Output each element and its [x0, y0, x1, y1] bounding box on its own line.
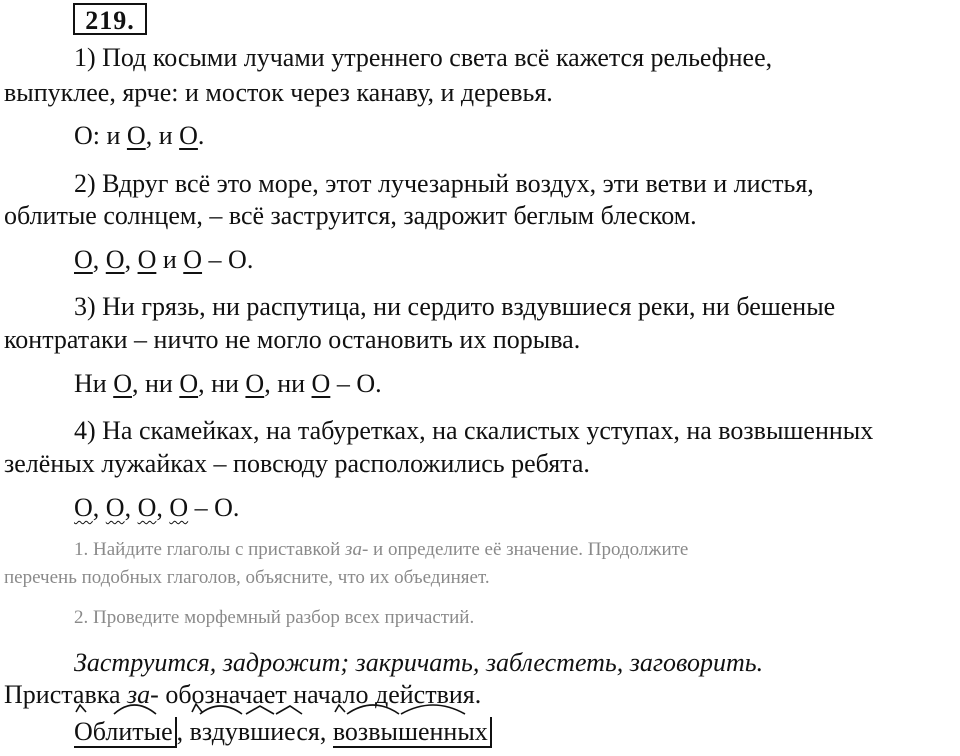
- root-arc-mark: [333, 700, 503, 720]
- answer-verbs: Заструится, задрожит; закричать, заблестеть, заговорить.: [74, 648, 764, 677]
- item-4-line-1: 4) На скамейках, на табуретках, на скалистых уступах, на возвышенных: [74, 416, 874, 445]
- task-2: 2. Проведите морфемный разбор всех причастий.: [74, 607, 475, 628]
- answer-prefix-meaning: Приставка за- обозначает начало действия.: [4, 680, 482, 709]
- morpheme-analysis: Облитые , вздувшиеся, возвышенных: [74, 712, 492, 752]
- morph-word-3: возвышенных: [333, 712, 492, 752]
- morph-word-1: Облитые: [74, 712, 177, 752]
- item-3-line-2: контратаки – ничто не могло остановить их порыва.: [4, 325, 581, 354]
- item-2-line-2: облитые солнцем, – всё заструится, задрожит беглым блеском.: [4, 201, 697, 230]
- morph-word-2: вздувшиеся: [190, 712, 320, 752]
- root-arc-mark: [74, 700, 194, 720]
- task-1-line-1: 1. Найдите глаголы с приставкой за- и определите её значение. Продолжите: [74, 539, 689, 560]
- item-2-scheme: О, О, О и О – О.: [74, 245, 254, 274]
- exercise-number: 219.: [73, 3, 147, 35]
- item-2-line-1: 2) Вдруг всё это море, этот лучезарный воздух, эти ветви и листья,: [74, 169, 814, 198]
- item-3-line-1: 3) Ни грязь, ни распутица, ни сердито вздувшиеся реки, ни бешеные: [74, 292, 836, 321]
- item-1-line-1: 1) Под косыми лучами утреннего света всё кажется рельефнее,: [74, 43, 773, 72]
- item-4-scheme: О, О, О, О – О.: [74, 493, 240, 522]
- item-1-scheme: О: и О, и О.: [74, 121, 205, 150]
- item-3-scheme: Ни О, ни О, ни О, ни О – О.: [74, 369, 382, 398]
- item-4-line-2: зелёных лужайках – повсюду расположились ребята.: [4, 449, 590, 478]
- task-1-line-2: перечень подобных глаголов, объясните, что их объединяет.: [4, 567, 490, 588]
- item-1-line-2: выпуклее, ярче: и мосток через канаву, и деревья.: [4, 78, 553, 107]
- root-arc-mark: [190, 700, 330, 720]
